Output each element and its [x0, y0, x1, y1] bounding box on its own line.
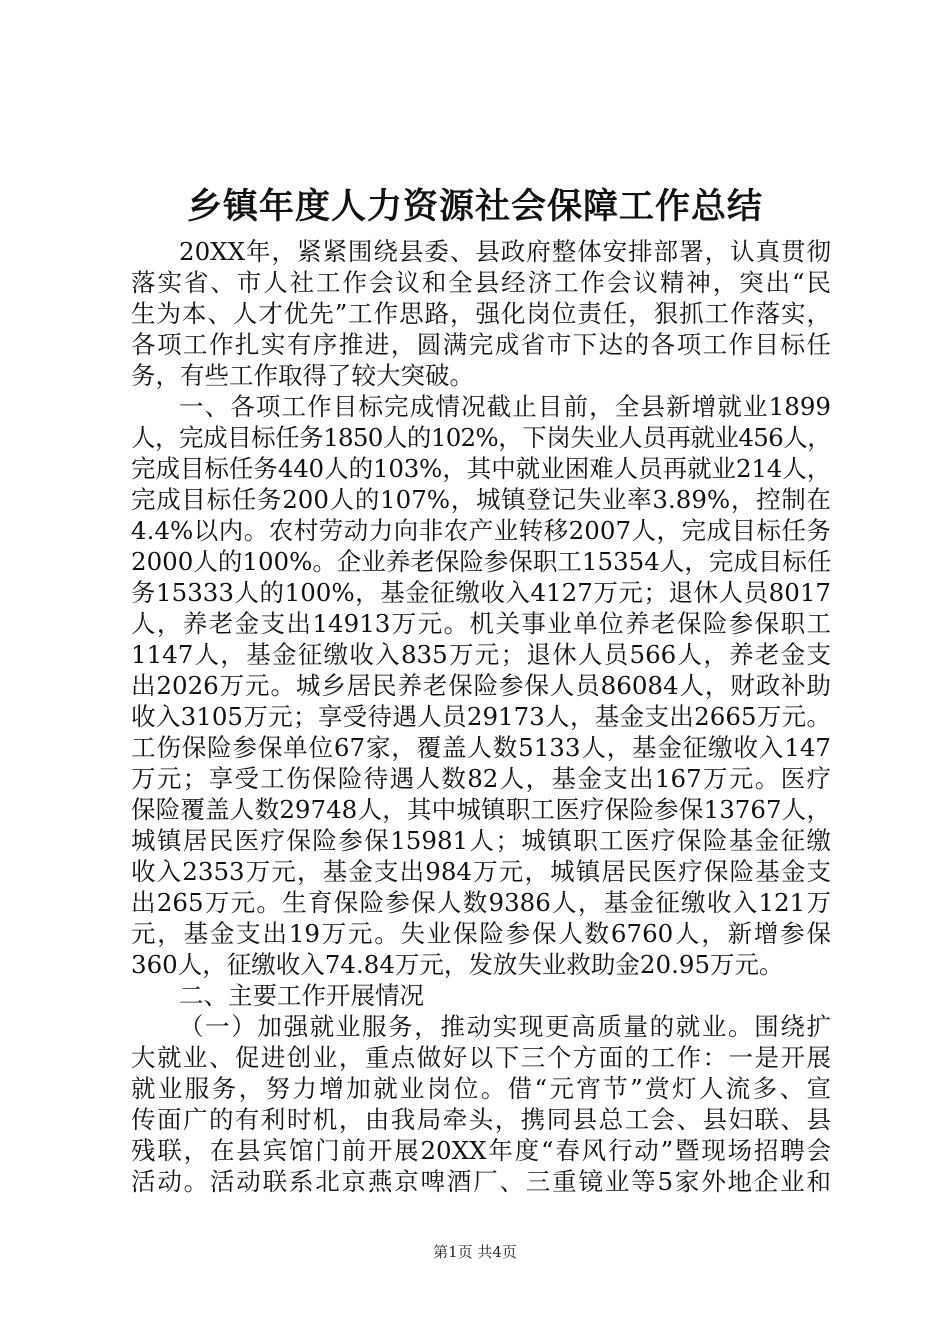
text-line: 人，完成目标任务1850人的102%，下岗失业人员再就业456人，: [131, 423, 831, 452]
text-line: 大就业、促进创业，重点做好以下三个方面的工作：一是开展: [131, 1043, 831, 1072]
document-title: 乡镇年度人力资源社会保障工作总结: [186, 187, 763, 227]
text-line: 1147人，基金征缴收入835万元；退休人员566人，养老金支: [131, 640, 831, 669]
text-line: 360人，征缴收入74.84万元，发放失业救助金20.95万元。: [131, 950, 784, 979]
text-line: 收入2353万元，基金支出984万元，城镇居民医疗保险基金支: [131, 857, 831, 886]
text-line: 务15333人的100%，基金征缴收入4127万元；退休人员8017: [131, 578, 831, 607]
text-line: 万元；享受工伤保险待遇人数82人，基金支出167万元。医疗: [131, 764, 831, 793]
text-line: 务，有些工作取得了较大突破。: [131, 361, 474, 390]
text-line: 20XX年，紧紧围绕县委、县政府整体安排部署，认真贯彻: [179, 237, 831, 266]
text-line: （一）加强就业服务，推动实现更高质量的就业。围绕扩: [179, 1012, 831, 1041]
text-line: 工伤保险参保单位67家，覆盖人数5133人，基金征缴收入147: [131, 733, 831, 762]
text-line: 二、主要工作开展情况: [179, 981, 424, 1010]
page-footer: 第1页 共4页: [433, 1243, 517, 1261]
text-line: 完成目标任务200人的107%，城镇登记失业率3.89%，控制在: [131, 485, 831, 514]
document-body: [131, 236, 831, 1197]
text-line: 人，养老金支出14913万元。机关事业单位养老保险参保职工: [131, 609, 831, 638]
text-line: 一、各项工作目标完成情况截止目前，全县新增就业1899: [179, 392, 831, 421]
text-line: 残联，在县宾馆门前开展20XX年度“春风行动”暨现场招聘会: [131, 1136, 831, 1165]
text-line: 收入3105万元；享受待遇人员29173人，基金支出2665万元。: [131, 702, 831, 731]
text-line: 生为本、人才优先”工作思路，强化岗位责任，狠抓工作落实，: [131, 299, 831, 328]
text-line: 保险覆盖人数29748人，其中城镇职工医疗保险参保13767人，: [131, 795, 831, 824]
text-line: 传面广的有利时机，由我局牵头，携同县总工会、县妇联、县: [131, 1105, 831, 1134]
text-line: 2000人的100%。企业养老保险参保职工15354人，完成目标任: [131, 547, 831, 576]
text-line: 各项工作扎实有序推进，圆满完成省市下达的各项工作目标任: [131, 330, 831, 359]
text-line: 完成目标任务440人的103%，其中就业困难人员再就业214人，: [131, 454, 831, 483]
text-line: 落实省、市人社工作会议和全县经济工作会议精神，突出“民: [131, 268, 831, 297]
text-line: 元，基金支出19万元。失业保险参保人数6760人，新增参保: [131, 919, 831, 948]
text-line: 就业服务，努力增加就业岗位。借“元宵节”赏灯人流多、宣: [131, 1074, 831, 1103]
text-line: 城镇居民医疗保险参保15981人；城镇职工医疗保险基金征缴: [131, 826, 831, 855]
text-line: 活动。活动联系北京燕京啤酒厂、三重镜业等5家外地企业和: [131, 1167, 831, 1196]
text-line: 出265万元。生育保险参保人数9386人，基金征缴收入121万: [131, 888, 831, 917]
text-line: 4.4%以内。农村劳动力向非农产业转移2007人，完成目标任务: [131, 516, 831, 545]
text-line: 出2026万元。城乡居民养老保险参保人员86084人，财政补助: [131, 671, 831, 700]
